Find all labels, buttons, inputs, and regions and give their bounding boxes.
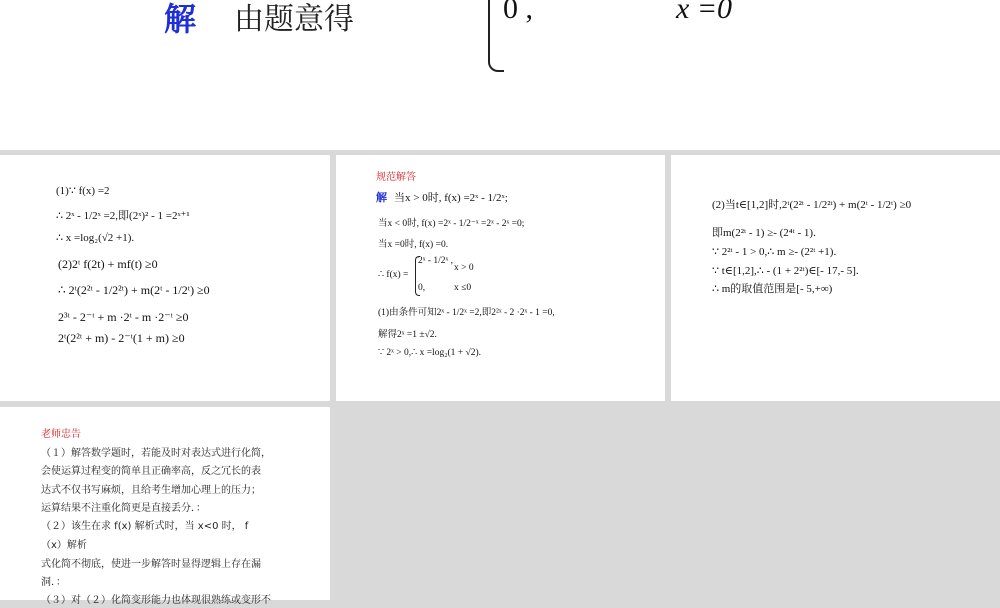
math-line: ∵ 2ˣ > 0,∴ x =log₂(1 + √2). xyxy=(378,348,482,358)
solution-marker: 解 xyxy=(164,0,197,38)
advice-line: 达式不仅书写麻烦，且给考生增加心理上的压力； xyxy=(41,485,261,496)
advice-line: 式化简不彻底，使进一步解答时显得逻辑上存在漏 xyxy=(41,559,261,570)
case-expr: 2ˣ - 1/2ˣ , xyxy=(418,256,454,266)
slide-thumbnail-3[interactable] xyxy=(671,155,1000,401)
advice-line: 会使运算过程变的简单且正确率高，反之冗长的表 xyxy=(41,466,261,477)
math-line: ∵ 2²ᵗ - 1 > 0,∴ m ≥- (2²ᵗ +1). xyxy=(712,246,837,258)
advice-line: （x）解析 xyxy=(41,540,87,551)
section-title: 规范解答 xyxy=(376,172,416,183)
math-line: ∴ 2ᵗ(2²ᵗ - 1/2²ᵗ) + m(2ᵗ - 1/2ᵗ) ≥0 xyxy=(58,283,210,297)
math-line: 当x < 0时, f(x) =2ˣ - 1/2⁻ˣ =2ˣ - 2ˣ =0; xyxy=(378,219,525,229)
advice-line: （３）对（２）化简变形能力也体现很熟练或变形不 xyxy=(41,595,271,606)
lead-text: 由题意得 xyxy=(234,2,354,37)
case-cond: x > 0 xyxy=(454,263,474,273)
piecewise-brace xyxy=(488,0,504,72)
case-cond: x ≤0 xyxy=(454,283,472,293)
math-line: (2)当t∈[1,2]时,2ᵗ(2²ᵗ - 1/2²ᵗ) + m(2ᵗ - 1/2ᵗ) ≥0 xyxy=(712,199,912,211)
advice-line: （２）该生在求 f(x) 解析式时，当 x<0 时， f xyxy=(41,521,249,532)
math-line: ∴ m的取值范围是[- 5,+∞) xyxy=(712,283,833,295)
math-line: 当x > 0时, f(x) =2ˣ - 1/2ˣ; xyxy=(394,192,508,204)
slide-thumbnail-2[interactable] xyxy=(336,155,665,401)
math-line: (1)∵ f(x) =2 xyxy=(56,185,110,197)
advice-line: （１）解答数学题时，若能及时对表达式进行化简， xyxy=(41,448,271,459)
math-line: ∴ x =log₂(√2 +1). xyxy=(56,232,135,244)
advice-line: 运算结果不注重化简更是直接丢分．： xyxy=(41,503,206,514)
piecewise-value: 0 , xyxy=(503,0,533,25)
top-slide xyxy=(0,0,1000,150)
math-line: (2)2ᵗ f(2t) + mf(t) ≥0 xyxy=(58,257,158,271)
section-title: 老师忠告 xyxy=(41,429,81,440)
math-line: 2ᵗ(2²ᵗ + m) - 2⁻ᵗ(1 + m) ≥0 xyxy=(58,331,185,345)
slide-thumbnail-1[interactable] xyxy=(0,155,330,401)
advice-line: 洞．： xyxy=(41,577,66,588)
slide-thumbnail-4[interactable] xyxy=(0,407,330,606)
math-line: 解得2ˣ =1 ±√2. xyxy=(378,330,437,340)
math-line: ∵ t∈[1,2],∴ - (1 + 2²ᵗ)∈[- 17,- 5]. xyxy=(712,265,859,277)
math-line: 2³ᵗ - 2⁻ᵗ + m ·2ᵗ - m ·2⁻ᵗ ≥0 xyxy=(58,310,189,324)
math-line: 即m(2²ᵗ - 1) ≥- (2⁴ᵗ - 1). xyxy=(712,227,816,239)
math-line: ∴ 2ˣ - 1/2ˣ =2,即(2ˣ)² - 1 =2ˣ⁺¹ xyxy=(56,210,190,222)
solution-marker: 解 xyxy=(376,192,387,204)
math-line: (1)由条件可知2ˣ - 1/2ˣ =2,即2²ˣ - 2 ·2ˣ - 1 =0, xyxy=(378,308,555,318)
math-line: ∴ f(x) = xyxy=(378,270,409,280)
case-expr: 0, xyxy=(418,283,426,293)
piecewise-condition: x =0 xyxy=(676,0,733,25)
math-line: 当x =0时, f(x) =0. xyxy=(378,240,449,250)
